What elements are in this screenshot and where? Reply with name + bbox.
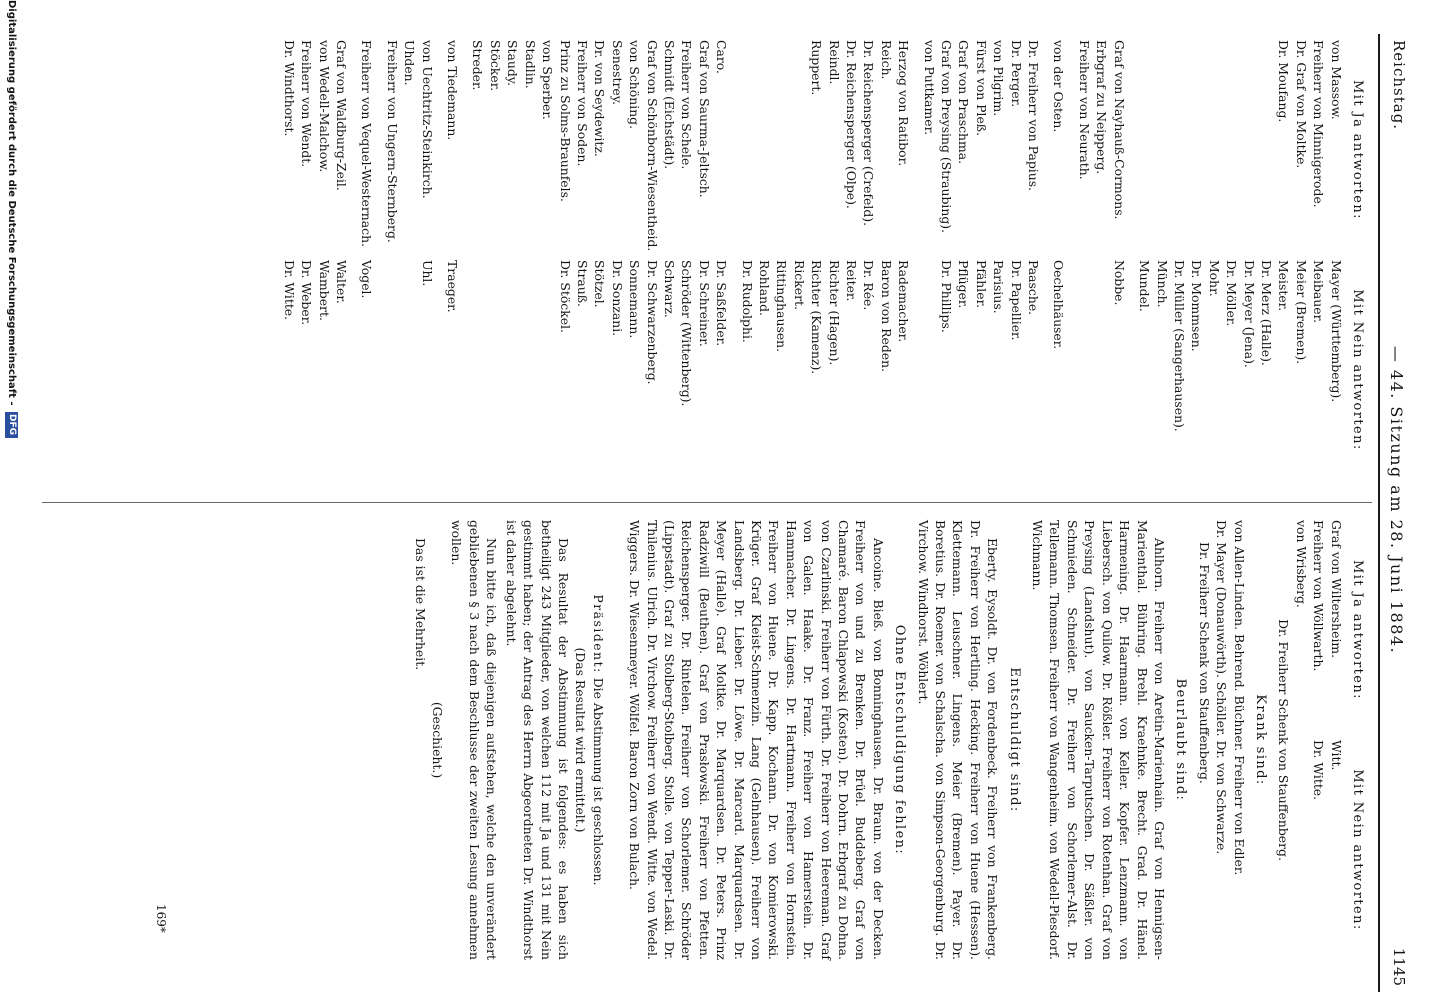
- list-item: Freiherr von Soden.: [574, 40, 590, 167]
- mehrheit: Das ist die Mehrheit.: [412, 538, 428, 671]
- list-item: Freiherr von Vequel-Westernach.: [359, 40, 375, 248]
- ja-list: [1136, 40, 1345, 260]
- list-item: von Pilgrim.: [991, 40, 1007, 117]
- ja-list: [280, 40, 350, 260]
- list-item: Dr. Freiherr von Papius.: [1026, 40, 1042, 192]
- list-item: Dr. Sonzani.: [609, 260, 625, 337]
- list-item: Wambert.: [316, 260, 332, 321]
- ja-list: [469, 40, 730, 260]
- vote-headings-right: [1345, 520, 1372, 960]
- entschuldigt-heading: Entschuldigt sind:: [1006, 667, 1022, 813]
- ja-list: [383, 40, 435, 260]
- list-item: von Wrisberg.: [1293, 520, 1309, 608]
- ja-list: [738, 40, 912, 260]
- list-item: Graf von Schönborn-Wiesentheid.: [644, 40, 660, 252]
- vote-block-t: [444, 40, 461, 480]
- list-item: Graf von Preysing (Straubing).: [939, 40, 955, 234]
- list-item: Reich.: [878, 40, 894, 80]
- list-item: Dr. Stöckel.: [557, 260, 573, 333]
- list-item: Rickert.: [791, 260, 807, 310]
- list-item: Dr. von Seydewitz.: [592, 40, 608, 157]
- nein-list: [469, 260, 730, 480]
- ja-list: [358, 40, 375, 260]
- list-item: Fürst von Pleß.: [973, 40, 989, 137]
- vote-block-m: [1136, 40, 1345, 480]
- vote-block-o: [1050, 40, 1067, 480]
- list-item: Dr. Meyer (Jena).: [1241, 260, 1257, 368]
- list-item: Graf von Saurma-Jeltsch.: [696, 40, 712, 198]
- nein-list: [920, 260, 1042, 480]
- nein-list: [1050, 260, 1067, 480]
- list-item: Paasche.: [1026, 260, 1042, 316]
- header-page-number: 1145: [1390, 947, 1408, 986]
- list-item: Strauß.: [574, 260, 590, 307]
- vote-block-v: [358, 40, 375, 480]
- beurlaubt-text: Ahlhorn. Freiherr von Aretin-Marienhain. Graf von Hennigsen-Marienthal. Bühring. Brehl. Kraehnke. Brecht. Grad. Dr. Hänel. Harmening. Dr. Haarmann. von Keller. Kopfer. Lenzmann. von Liebersch. von Quilow. Dr. Rößler. Freiherr von Rotenhan. Graf von Preysing (Landshut). von Saucken-Tarputschen. Dr. Säßler. von Schmieden. Schneider. Dr. Freiherr von Schorlemer-Alst. Dr. Tellemann. Thomsen. Freiherr von Wangenheim. von Wedell-Piesdorf. Wichmann.: [1030, 520, 1167, 960]
- list-item: von Sperber.: [540, 40, 556, 120]
- digitization-footer: [0, 0, 24, 1000]
- nein-list: [280, 260, 350, 480]
- header-left: Reichstag.: [1390, 40, 1408, 131]
- list-item: von Uechtritz-Steinkirch.: [419, 40, 435, 199]
- list-item: Dr. Müller (Sangerhausen).: [1171, 260, 1187, 432]
- list-item: Dr. Reichensperger (Olpe).: [844, 40, 860, 209]
- nein-list: [1292, 740, 1344, 960]
- list-item: Meibauer.: [1311, 260, 1327, 324]
- vote-block-s: [469, 40, 730, 480]
- list-item: Reindl.: [826, 40, 842, 85]
- president-label: Präsident:: [590, 594, 606, 674]
- ja-list: [920, 40, 1042, 260]
- list-item: Erbgraf zu Neipperg.: [1094, 40, 1110, 175]
- list-item: Uhl.: [419, 260, 435, 287]
- list-item: Pflüger.: [956, 260, 972, 309]
- list-item: Dr. Phillips.: [939, 260, 955, 333]
- list-item: Herzog von Ratibor.: [896, 40, 912, 167]
- list-item: Meier (Bremen).: [1293, 260, 1309, 365]
- list-item: Dr. Mommsen.: [1189, 260, 1205, 352]
- ja-list: [1076, 40, 1128, 260]
- result-text: Das Resultat der Abstimmung ist folgendes: es haben sich betheiligt 243 Mitglieder, von welchen 112 mit Ja und 131 mit Nein gestimmt haben; der Antrag des Herrn Abgeordneten Dr. Windthorst ist daher abgelehnt.: [503, 520, 571, 960]
- list-item: Dr. Merz (Halle).: [1258, 260, 1274, 366]
- list-item: Rademacher.: [896, 260, 912, 343]
- list-item: Stöcker.: [487, 40, 503, 92]
- list-item: Richter (Kamenz).: [809, 260, 825, 375]
- list-item: Dr. Witte.: [281, 260, 297, 321]
- list-item: Freiherr von Wöllwarth.: [1311, 520, 1327, 672]
- list-item: Dr. Graf von Moltke.: [1293, 40, 1309, 169]
- list-item: Schwarz.: [661, 260, 677, 318]
- nein-list: [738, 260, 912, 480]
- nein-list: [1076, 260, 1128, 480]
- president-text: Die Abstimmung ist geschlossen.: [590, 677, 606, 886]
- dfg-logo: DFG: [6, 412, 19, 438]
- ja-list: [1292, 520, 1344, 740]
- list-item: Dr. Perger.: [1008, 40, 1024, 108]
- list-item: Münch.: [1154, 260, 1170, 308]
- list-item: Dr. Papellier.: [1008, 260, 1024, 341]
- right-column: [411, 520, 1372, 960]
- list-item: von Massow.: [1328, 40, 1344, 120]
- list-item: Freiherr von Neurath.: [1076, 40, 1092, 180]
- list-item: Dr. Möller.: [1224, 260, 1240, 327]
- ja-heading: Mit Ja antworten:: [1350, 560, 1365, 700]
- list-item: Dr. Schwarzenberg.: [644, 260, 660, 385]
- list-item: Dr. Rée.: [861, 260, 877, 311]
- list-item: Baron von Reden.: [878, 260, 894, 373]
- list-item: Uhden.: [402, 40, 418, 86]
- list-item: Richter (Hagen).: [826, 260, 842, 366]
- ohne-entschuldigung-text: Ancoine. Bieß. von Bonninghausen. Dr. Braun. von der Decken. Freiherr von und zu Brenken. Dr. Brüel. Buddeberg. Graf von Chamaré. Baron Chlapowski (Kosten). Dr. Dohrn. Erbgraf zu Dohna. von Czarlinski. Freiherr von Fürth. Dr. Freiherr von Heereman. Graf von Galen. Haake. Dr. Franz. Freiherr von Hamerstein. Dr. Hammacher. Dr. Lingens. Dr. Hartmann. Freiherr von Hornstein. Freiherr von Huene. Dr. Kapp. Kochann. Dr. von Komierowski. Krüger. Graf Kleist-Schmenzin. Lang (Gelnhausen). Freiherr von Landsberg. Dr. Lieber. Dr. Löwe. Dr. Marcard. Marquardsen. Dr. Meyer (Halle). Graf Moltke. Dr. Marquardsen. Dr. Peters. Prinz Radziwill (Beuthen). Graf von Prasłowski. Freiherr von Pfetten. Reichensperger. Dr. Rintelen. Freiherr von Schorlemer. Schröder (Lippstadt). Graf zu Stolberg-Stolberg. Stolle. von Tepper-Laski. Dr. Thilenius. Ulrich. Dr. Virchow. Freiherr von Wendt. Witte. von Wedel. Wiggers. Dr. Wiesenmeyer. Wölfel. Baron Zorn von Bulach.: [627, 520, 886, 960]
- list-item: Freiherr von Wendt.: [299, 40, 315, 168]
- president-paren: (Das Resultat wird ermittelt.): [573, 647, 589, 833]
- list-item: Graf von Nayhauß-Cormons.: [1111, 40, 1127, 220]
- ja-heading: Mit Ja antworten:: [1350, 80, 1365, 220]
- ohne-entschuldigung-heading: Ohne Entschuldigung fehlen:: [892, 624, 908, 856]
- list-item: Schröder (Wittenberg).: [679, 260, 695, 407]
- page-mark: 169*: [154, 904, 168, 933]
- list-item: Mundel.: [1137, 260, 1153, 312]
- list-item: Dr. Windthorst.: [281, 40, 297, 137]
- list-item: Dr. Weber.: [299, 260, 315, 326]
- krank-line: Dr. Mayer (Donauwörth). Schöller. Dr. von Schwarze.: [1214, 520, 1230, 855]
- list-item: Prinz zu Solms-Braunfels.: [557, 40, 573, 202]
- list-item: Stötzel.: [592, 260, 608, 308]
- geschieht: (Geschieht.): [430, 701, 446, 779]
- nein-heading: Mit Nein antworten:: [1350, 289, 1365, 451]
- list-item: Rohland.: [757, 260, 772, 316]
- vote-block-z: [1292, 520, 1344, 960]
- list-item: Dr. Rudolphi.: [739, 260, 755, 343]
- list-item: Mayer (Württemberg).: [1328, 260, 1344, 403]
- vote-block-n: [1076, 40, 1128, 480]
- list-item: Oechelhäuser.: [1051, 260, 1067, 350]
- left-column: [280, 40, 1372, 480]
- list-item: Walter.: [334, 260, 350, 304]
- list-item: Dr. Saßfelder.: [714, 260, 730, 347]
- vote-block-r: [738, 40, 912, 480]
- list-item: Vogel.: [359, 260, 375, 299]
- list-item: von Wedell-Malchow.: [316, 40, 332, 173]
- list-item: Pfähler.: [973, 260, 989, 309]
- list-item: Stadlin.: [522, 40, 538, 89]
- list-item: Graf von Praschma.: [956, 40, 972, 165]
- list-item: Dr. Witte.: [1311, 740, 1327, 801]
- digitization-text: Digitalisierung gefördert durch die Deutsche Forschungsgemeinschaft -: [6, 0, 18, 406]
- list-item: von Schöning.: [627, 40, 643, 130]
- beurlaubt-heading: Beurlaubt sind:: [1173, 678, 1189, 802]
- list-item: Schmidt (Eichstädt).: [661, 40, 677, 170]
- list-item: Dr. Freiherr Schenk von Stauffenberg.: [1276, 619, 1292, 861]
- list-item: Rittinghausen.: [774, 260, 790, 353]
- ja-list: [444, 40, 461, 260]
- list-item: Nobbe.: [1111, 260, 1127, 306]
- list-item: Streder.: [470, 40, 486, 91]
- president-statement: [589, 520, 606, 960]
- header-center: — 44. Sitzung am 28. Juni 1884.: [1387, 345, 1406, 655]
- list-item: Caro.: [714, 40, 730, 74]
- entschuldigt-text: Eberty. Eysoldt. Dr. von Fordenbeck. Freiherr von Frankenberg. Dr. Freiherr von Hertling. Hecking. Freiherr von Huene (Hessen). Klettemann. Leuschner. Lingens. Meier (Bremen). Payer. Dr. Boretius. Dr. Roemer. von Schalscha. von Simpson-Georgenburg. Dr. Virchow. Windhorst. Wöhlert.: [915, 520, 1001, 960]
- list-item: Dr. Schreiner.: [696, 260, 712, 347]
- list-item: Reiter.: [844, 260, 860, 302]
- nein-list: [358, 260, 375, 480]
- list-item: von Puttkamer.: [921, 40, 937, 136]
- list-item: Freiherr von Schele.: [679, 40, 695, 170]
- nein-list: [383, 260, 435, 480]
- list-item: Witt.: [1328, 740, 1344, 771]
- list-item: Parisius.: [991, 260, 1007, 314]
- vote-block-u: [383, 40, 435, 480]
- list-item: Senestrey.: [609, 40, 625, 106]
- krank-line: von Allen-Linden. Behrend. Büchner. Freiherr von Edler.: [1231, 520, 1247, 876]
- krank-line: Dr. Freiherr Schenk von Stauffenberg.: [1196, 542, 1212, 784]
- column-separator: [42, 502, 1372, 503]
- header-rule: [1378, 34, 1380, 992]
- list-item: Mohr.: [1206, 260, 1222, 297]
- nein-list: [444, 260, 461, 480]
- list-item: Freiherr von Ungern-Sternberg.: [384, 40, 400, 243]
- request-text: Nun bitte ich, daß diejenigen aufstehen, welche den unverändert gebliebenen § 3 nach dem Beschlusse der zweiten Lesung annehmen wollen.: [449, 520, 500, 960]
- list-item: Traeger.: [445, 260, 461, 313]
- list-item: Graf von Waldburg-Zeil.: [334, 40, 350, 191]
- list-item: Staudy.: [505, 40, 521, 87]
- list-item: Sonnemann.: [627, 260, 643, 339]
- nein-heading: Mit Nein antworten:: [1350, 769, 1365, 931]
- list-item: Dr. Moufang.: [1276, 40, 1292, 123]
- vote-block-w: [280, 40, 350, 480]
- vote-block-p: [920, 40, 1042, 480]
- ja-list: [1050, 40, 1067, 260]
- list-item: Meister.: [1276, 260, 1292, 312]
- list-item: Graf von Wiltersheim.: [1328, 520, 1344, 659]
- krank-heading: Krank sind:: [1252, 694, 1268, 786]
- list-item: von Tiedemann.: [445, 40, 461, 141]
- list-item: von der Osten.: [1051, 40, 1067, 133]
- vote-headings-left: [1345, 40, 1372, 480]
- nein-list: [1136, 260, 1345, 480]
- list-item: Freiherr von Minnigerode.: [1311, 40, 1327, 208]
- list-item: Ruppert.: [809, 40, 825, 96]
- list-item: Dr. Reichensperger (Crefeld).: [861, 40, 877, 227]
